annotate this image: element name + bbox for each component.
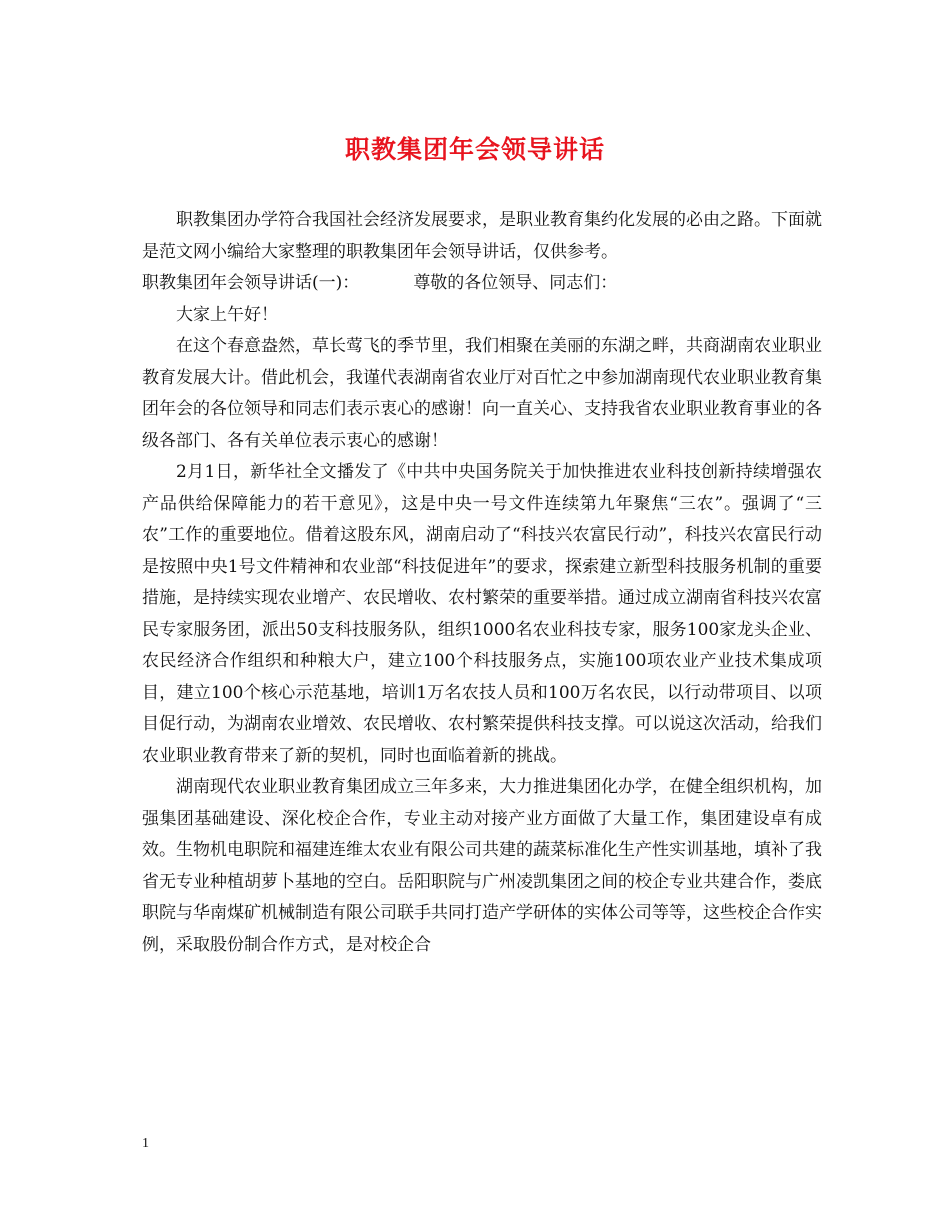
page-number: 1: [142, 1136, 149, 1151]
greeting: 大家上午好！: [176, 304, 278, 325]
subtitle-line: [142, 268, 822, 300]
intro-paragraph: 职教集团办学符合我国社会经济发展要求，是职业教育集约化发展的必由之路。下面就是范文网小编给大家整理的职教集团年会领导讲话，仅供参考。: [142, 210, 822, 262]
body-paragraph-2: 2月1日，新华社全文播发了《中共中央国务院关于加快推进农业科技创新持续增强农产品供给保障能力的若干意见》，这是中央一号文件连续第九年聚焦“三农”。强调了“三农”工作的重要地位。借着这股东风，湖南启动了“科技兴农富民行动”，科技兴农富民行动是按照中央1号文件精神和农业部“科技促进年”的要求，探索建立新型科技服务机制的重要措施，是持续实现农业增产、农民增收、农村繁荣的重要举措。通过成立湖南省科技兴农富民专家服务团，派出50支科技服务队，组织1000名农业科技专家，服务100家龙头企业、农民经济合作组织和种粮大户，建立100个科技服务点，实施100项农业产业技术集成项目，建立100个核心示范基地，培训1万名农技人员和100万名农民，以行动带项目、以项目促行动，为湖南农业增效、农民增收、农村繁荣提供科技支撑。可以说这次活动，给我们农业职业教育带来了新的契机，同时也面临着新的挑战。: [142, 462, 822, 766]
speech-subtitle: 职教集团年会领导讲话(一)：: [142, 273, 360, 293]
body-paragraph-1: 在这个春意盎然，草长莺飞的季节里，我们相聚在美丽的东湖之畔，共商湖南农业职业教育发展大计。借此机会，我谨代表湖南省农业厅对百忙之中参加湖南现代农业职业教育集团年会的各位领导和同志们表示衷心的感谢！向一直关心、支持我省农业职业教育事业的各级各部门、各有关单位表示衷心的感谢！: [142, 336, 822, 451]
salutation: 尊敬的各位领导、同志们：: [413, 273, 618, 293]
document-title: 职教集团年会领导讲话: [344, 135, 605, 164]
document-body: [142, 205, 822, 961]
body-paragraph-3: 湖南现代农业职业教育集团成立三年多来，大力推进集团化办学，在健全组织机构，加强集团基础建设、深化校企合作，专业主动对接产业方面做了大量工作，集团建设卓有成效。生物机电职院和福建连维太农业有限公司共建的蔬菜标准化生产性实训基地，填补了我省无专业种植胡萝卜基地的空白。岳阳职院与广州凌凯集团之间的校企专业共建合作，娄底职院与华南煤矿机械制造有限公司联手共同打造产学研体的实体公司等等，这些校企合作实例，采取股份制合作方式，是对校企合: [142, 777, 822, 955]
